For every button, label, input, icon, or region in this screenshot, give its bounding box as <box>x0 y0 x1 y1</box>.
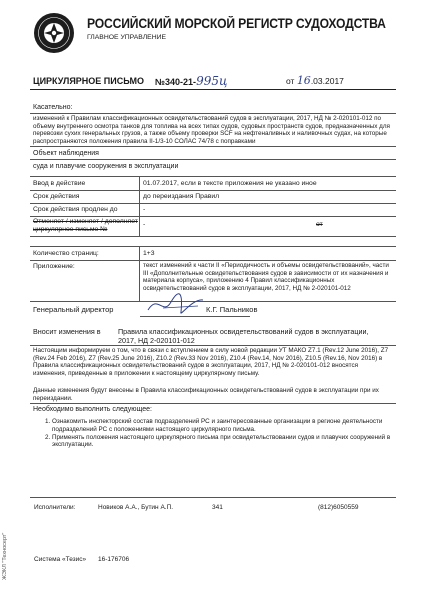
field-extra-from: от <box>316 221 323 228</box>
attachment-bottom <box>30 301 396 302</box>
director-label: Генеральный директор <box>33 305 114 314</box>
changes-divider <box>30 345 396 346</box>
org-name: РОССИЙСКИЙ МОРСКОЙ РЕГИСТР СУДОХОДСТВА <box>87 16 386 31</box>
date-prefix: от <box>286 76 295 86</box>
changes-label: Вносит изменения в <box>33 327 101 336</box>
fields-row-3 <box>30 216 396 217</box>
director-name: К.Г. Пальников <box>206 305 258 314</box>
letter-type: ЦИРКУЛЯРНОЕ ПИСЬМО <box>33 76 144 86</box>
object-text: суда и плавучие сооружения в эксплуатации <box>33 163 179 170</box>
todo-item-2: 2. Применять положения настоящего циркулярного письма при освидетельствовании судов и плавучих сооружений в эксплуатации. <box>52 434 407 449</box>
date-handwritten: 16 <box>296 74 311 87</box>
subject-divider <box>30 113 396 114</box>
performers-phone: (812)6050559 <box>318 504 359 511</box>
field-label-cancels: Отменяет / изменяет / дополняет циркулярное письмо № <box>33 218 138 233</box>
fields-row-2 <box>30 203 396 204</box>
object-label: Объект наблюдения <box>33 150 99 157</box>
fields-top <box>30 176 396 177</box>
body-paragraph-1: Настоящим информируем о том, что в связи с вступлением в силу новой редакции УТ МАКО Z7.1 (Rev.12 June 2016), Z7 (Rev.24 Feb 2016), Z7 (Rev.25 June 2016), Z10.2 (Rev.33 Nov 2016), Z10.4 (Rev.14, Nov 2016), Z10.5 (Rev.16, Nov 2016) в Правила классификационных освидетельствований судов в эксплуатации, 2017, НД № 2-020101-012 вносятся изменения, приведенные в приложении к настоящему циркулярному письму. <box>33 347 389 377</box>
footer-divider <box>30 497 396 498</box>
director-line <box>140 316 250 317</box>
object-divider <box>30 146 396 147</box>
letter-number-handwritten: 995ц <box>196 74 228 88</box>
fields-vline <box>139 176 140 236</box>
system-id: 16-176706 <box>98 556 130 563</box>
department: ГЛАВНОЕ УПРАВЛЕНИЕ <box>87 34 167 41</box>
fields-bottom <box>30 236 396 237</box>
subject-label: Касательно: <box>33 104 73 111</box>
performers: Новиков А.А., Бутин А.П. <box>98 504 174 511</box>
attachment-label: Приложение: <box>33 263 75 270</box>
todo-list <box>38 418 407 449</box>
pages-label: Количество страниц: <box>33 250 99 257</box>
side-stamp-text: ЖЭКЛ "Техносерт" <box>2 532 8 580</box>
letter-date <box>286 74 344 87</box>
letter-number <box>155 74 227 88</box>
performers-label: Исполнители: <box>34 504 76 511</box>
field-value-start: 01.07.2017, если в тексте приложения не указано иное <box>143 180 317 187</box>
body-paragraph-2: Данные изменения будут внесены в Правила классификационных освидетельствований судов в эксплуатации при их переиздании. <box>33 387 379 402</box>
title-divider <box>30 89 396 90</box>
attachment-value: текст изменений к части II «Периодичность и объемы освидетельствований», части III «Дополнительные освидетельствования судов в зависимости от их назначения и материала корпуса», приложению 4 Правил классификационных освидетельствований судов в эксплуатации, 2017, НД № 2-020101-012 <box>143 262 389 292</box>
performers-dept: 341 <box>212 504 223 511</box>
field-label-validity: Срок действия <box>33 193 80 200</box>
pages-divider <box>30 260 396 261</box>
system-label: Система «Тезис» <box>34 556 87 563</box>
date-suffix: .03.2017 <box>310 76 344 86</box>
field-value-validity: до переиздания Правил <box>143 193 220 200</box>
field-label-extended: Срок действия продлен до <box>33 206 118 213</box>
field-value-cancels: - <box>143 221 146 228</box>
letter-number-prefix: №340-21- <box>155 77 197 87</box>
object-divider-2 <box>30 159 396 160</box>
field-label-start: Ввод в действие <box>33 180 86 187</box>
fields-row-1 <box>30 190 396 191</box>
changes-value: Правила классификационных освидетельствований судов в эксплуатации, 2017, НД 2-020101-012 <box>118 327 369 345</box>
rs-logo <box>33 12 75 54</box>
subject-text: изменений к Правилам классификационных освидетельствований судов в эксплуатации, 2017, НД № 2-020101-012 по объему внутреннего осмотра танков для топлива на всех типах судов, судовых пространств судов, предназначенных для перевозки сухих генеральных грузов, а также объему проверки SCF на нефтеналивных и наливочных судах, на которые распространяются положения правила II-1/3-10 СОЛАС 74/78 с поправками <box>33 115 390 145</box>
field-value-extended: - <box>143 206 146 213</box>
pages-top <box>30 246 396 247</box>
todo-item-1: 1. Ознакомить инспекторский состав подразделений РС и заинтересованные организации в регионе деятельности подразделений РС с положениями настоящего циркулярного письма. <box>52 418 407 433</box>
body-divider <box>30 403 396 404</box>
todo-label: Необходимо выполнить следующее: <box>33 406 152 413</box>
pages-value: 1+3 <box>143 250 155 257</box>
pages-vline <box>139 246 140 301</box>
